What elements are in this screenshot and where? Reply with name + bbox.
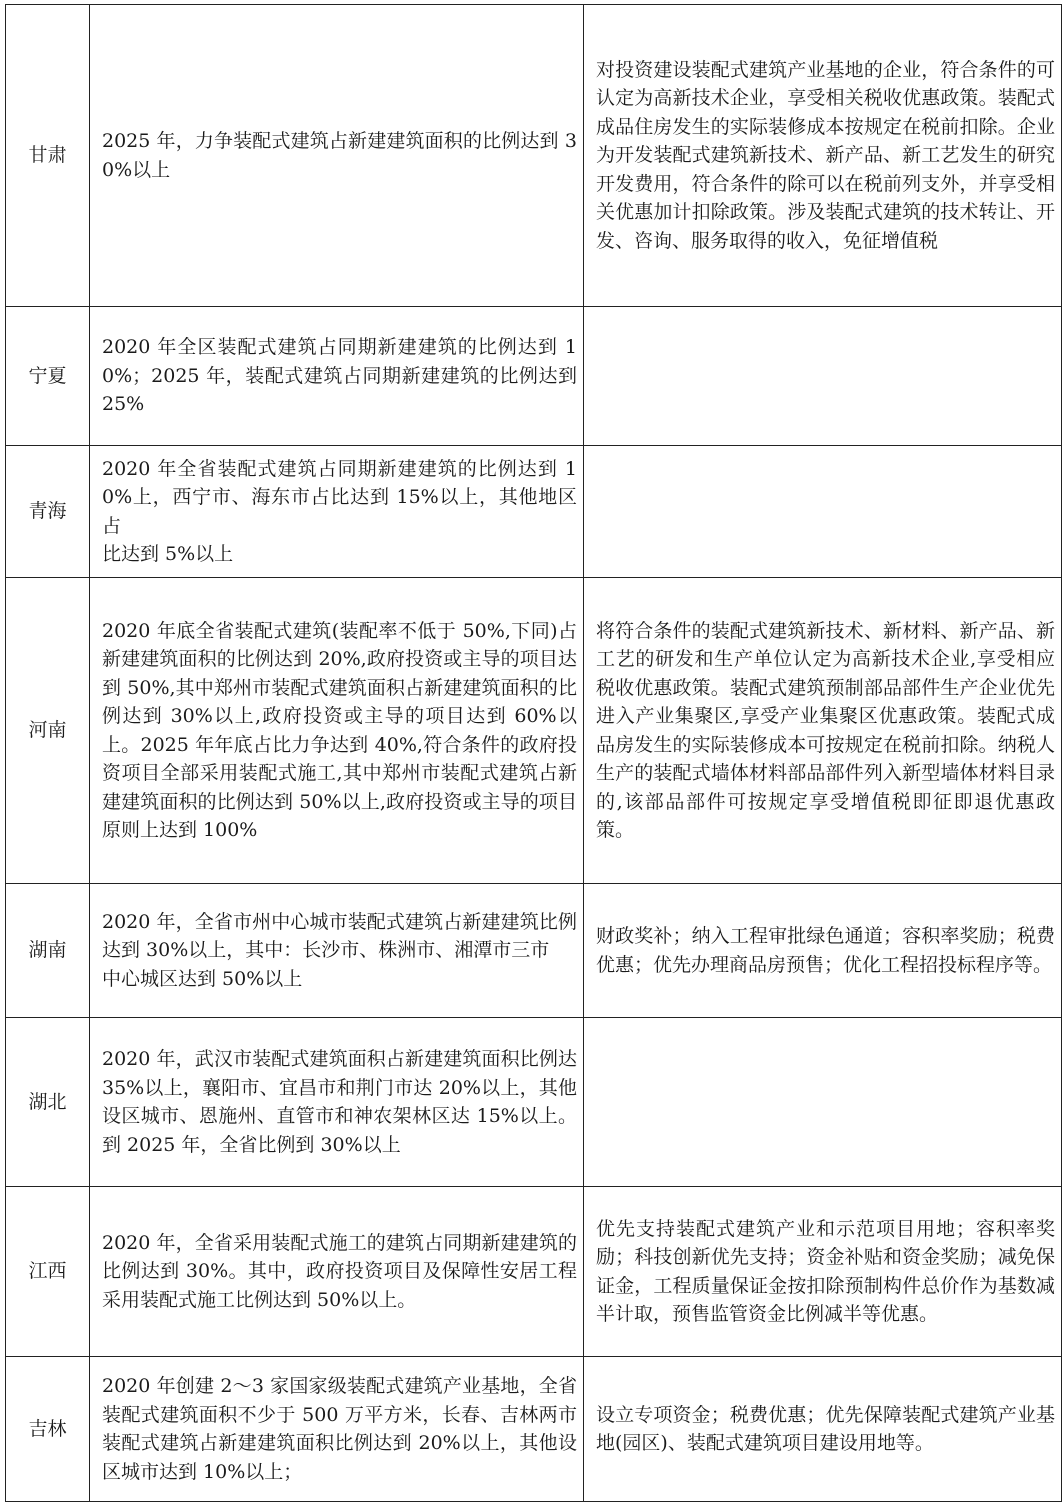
target-cell [90,446,584,578]
province-cell: 青海 [6,446,90,578]
policy-cell [584,1018,1062,1187]
target-text-cont: 比达到 5%以上 [102,543,234,565]
province-cell: 甘肃 [6,5,90,307]
policy-cell [584,307,1062,446]
policy-cell: 财政奖补；纳入工程审批绿色通道；容积率奖励；税费优惠；优先办理商品房预售；优化工程招投标程序等。 [584,884,1062,1018]
province-cell: 江西 [6,1187,90,1357]
policy-cell: 设立专项资金；税费优惠；优先保障装配式建筑产业基地(园区)、装配式建筑项目建设用地等。 [584,1357,1062,1502]
province-cell: 湖南 [6,884,90,1018]
table-row-henan [6,578,1062,884]
target-cell: 2025 年，力争装配式建筑占新建建筑面积的比例达到 30%以上 [90,5,584,307]
table-row-hubei [6,1018,1062,1187]
policy-cell [584,446,1062,578]
target-cell [90,884,584,1018]
policy-cell: 对投资建设装配式建筑产业基地的企业，符合条件的可认定为高新技术企业，享受相关税收优惠政策。装配式成品住房发生的实际装修成本按规定在税前扣除。企业为开发装配式建筑新技术、新产品、新工艺发生的研究开发费用，符合条件的除可以在税前列支外，并享受相关优惠加计扣除政策。涉及装配式建筑的技术转让、开发、咨询、服务取得的收入，免征增值税 [584,5,1062,307]
table-row-hunan [6,884,1062,1018]
province-cell: 湖北 [6,1018,90,1187]
table-row-ningxia [6,307,1062,446]
province-cell: 宁夏 [6,307,90,446]
table-row-qinghai [6,446,1062,578]
policy-cell: 将符合条件的装配式建筑新技术、新材料、新产品、新工艺的研发和生产单位认定为高新技术企业,享受相应税收优惠政策。装配式建筑预制部品部件生产企业优先进入产业集聚区,享受产业集聚区优惠政策。装配式成品房发生的实际装修成本可按规定在税前扣除。纳税人生产的装配式墙体材料部品部件列入新型墙体材料目录的,该部品部件可按规定享受增值税即征即退优惠政策。 [584,578,1062,884]
target-text: 2020 年全省装配式建筑占同期新建建筑的比例达到 10%上，西宁市、海东市占比达到 15%以上，其他地区占 [102,457,577,537]
target-cell: 2020 年，全省采用装配式施工的建筑占同期新建建筑的比例达到 30%。其中，政府投资项目及保障性安居工程采用装配式施工比例达到 50%以上。 [90,1187,584,1357]
table-row-jilin [6,1357,1062,1502]
province-cell: 河南 [6,578,90,884]
target-cell: 2020 年底全省装配式建筑(装配率不低于 50%,下同)占新建建筑面积的比例达到 20%,政府投资或主导的项目达到 50%,其中郑州市装配式建筑面积占新建建筑面积的比例达到 30%以上,政府投资或主导的项目达到 60%以上。2025 年年底占比力争达到 40%,符合条件的政府投资项目全部采用装配式施工,其中郑州市装配式建筑占新建建筑面积的比例达到 50%以上,政府投资或主导的项目原则上达到 100% [90,578,584,884]
target-cell: 2020 年，武汉市装配式建筑面积占新建建筑面积比例达 35%以上，襄阳市、宜昌市和荆门市达 20%以上，其他设区城市、恩施州、直管市和神农架林区达 15%以上。到 2025 年，全省比例到 30%以上 [90,1018,584,1187]
target-cell: 2020 年全区装配式建筑占同期新建建筑的比例达到 10%；2025 年，装配式建筑占同期新建建筑的比例达到 25% [90,307,584,446]
table-row-gansu [6,5,1062,307]
policy-table [5,4,1062,1502]
province-cell: 吉林 [6,1357,90,1502]
target-text: 2020 年，全省市州中心城市装配式建筑占新建建筑比例达到 30%以上，其中：长沙市、株洲市、湘潭市三市 [102,910,577,962]
policy-cell: 优先支持装配式建筑产业和示范项目用地；容积率奖励；科技创新优先支持；资金补贴和资金奖励；减免保证金，工程质量保证金按扣除预制构件总价作为基数减半计取，预售监管资金比例减半等优惠。 [584,1187,1062,1357]
target-cell: 2020 年创建 2～3 家国家级装配式建筑产业基地，全省装配式建筑面积不少于 500 万平方米，长春、吉林两市装配式建筑占新建建筑面积比例达到 20%以上，其他设区城市达到 10%以上； [90,1357,584,1502]
table-row-jiangxi [6,1187,1062,1357]
target-text-cont: 中心城区达到 50%以上 [102,967,303,990]
